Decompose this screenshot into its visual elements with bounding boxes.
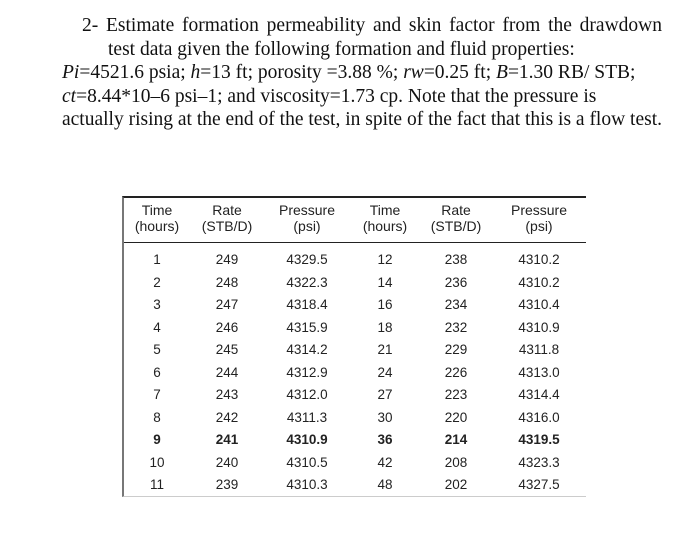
column-header-unit: (hours) (134, 218, 180, 234)
column-header-label: Time (369, 202, 401, 218)
table-cell: 214 (444, 432, 468, 448)
table-cell: 6 (153, 364, 161, 380)
table-cell: 4312.0 (286, 387, 328, 403)
table-cell: 8 (153, 409, 161, 425)
table-row (124, 316, 586, 339)
variable-symbol: rw (403, 62, 424, 83)
table-cell: 220 (444, 409, 468, 425)
table-cell: 4310.4 (518, 297, 560, 313)
table-row (124, 451, 586, 474)
table-cell: 16 (377, 297, 393, 313)
table-cell: 4310.2 (518, 274, 560, 290)
table-cell: 238 (444, 252, 468, 268)
column-header-unit: (hours) (362, 218, 408, 234)
table-cell: 245 (215, 342, 239, 358)
table-cell: 14 (377, 274, 393, 290)
table-cell: 4312.9 (286, 364, 328, 380)
column-header-label: Time (141, 202, 173, 218)
table-cell: 9 (153, 432, 161, 448)
table-cell: 48 (377, 477, 393, 493)
variable-symbol: Pi (62, 62, 80, 83)
column-header-label: Rate (212, 202, 242, 218)
table-body (124, 242, 586, 496)
property-text: =0.25 ft; (423, 62, 497, 83)
table-cell: 10 (149, 454, 165, 470)
table-cell: 7 (153, 387, 161, 403)
table-row (124, 242, 586, 271)
table-cell: 4310.2 (518, 252, 560, 268)
table-cell: 208 (444, 454, 468, 470)
property-text: =1.30 RB/ STB; (507, 62, 636, 83)
table-row (124, 271, 586, 294)
table-cell: 18 (377, 319, 393, 335)
table-cell: 4311.8 (518, 342, 560, 358)
table-cell: 4322.3 (286, 274, 328, 290)
table-cell: 3 (153, 297, 161, 313)
variable-symbol: h (190, 62, 201, 83)
table-row (124, 294, 586, 317)
column-header-label: Pressure (278, 202, 336, 218)
column-header-unit: (psi) (525, 218, 553, 234)
table-cell: 242 (215, 409, 239, 425)
table-cell: 226 (444, 364, 468, 380)
table-cell: 4313.0 (518, 364, 560, 380)
property-text: =8.44*10–6 psi–1; and viscosity=1.73 cp. Note that the pressure is actually rising at the end of the test, in spite of the fact that this is a flow test. (62, 85, 663, 130)
table-cell: 4310.3 (286, 477, 328, 493)
table-cell: 1 (153, 252, 161, 268)
column-header-unit: (STB/D) (201, 218, 253, 234)
table-row (124, 429, 586, 452)
column-header-label: Rate (441, 202, 471, 218)
table-cell: 21 (377, 342, 393, 358)
table-cell: 27 (377, 387, 393, 403)
table-cell: 24 (377, 364, 393, 380)
column-header-unit: (psi) (293, 218, 321, 234)
table-cell: 4327.5 (518, 477, 560, 493)
table-cell: 2 (153, 274, 161, 290)
table-cell: 244 (215, 364, 239, 380)
table-cell: 240 (215, 454, 239, 470)
table-cell: 4310.9 (286, 432, 328, 448)
table-cell: 12 (377, 252, 393, 268)
table-cell: 229 (444, 342, 468, 358)
table-cell: 4319.5 (518, 432, 560, 448)
problem-title: 2- Estimate formation permeability and skin factor from the drawdown test data given the following formation and fluid properties: (82, 15, 662, 60)
variable-symbol: B (496, 62, 508, 83)
property-text: =4521.6 psia; (79, 62, 191, 83)
table-cell: 5 (153, 342, 161, 358)
table-cell: 4314.2 (286, 342, 328, 358)
table-cell: 241 (215, 432, 239, 448)
drawdown-data-table (122, 196, 586, 497)
column-header (420, 198, 492, 242)
table-header-row (124, 198, 586, 242)
table-cell: 249 (215, 252, 239, 268)
table-cell: 4318.4 (286, 297, 328, 313)
table-cell: 4316.0 (518, 409, 560, 425)
column-header (264, 198, 350, 242)
table-cell: 4310.9 (518, 319, 560, 335)
table-row (124, 474, 586, 497)
table-cell: 4 (153, 319, 161, 335)
table-row (124, 339, 586, 362)
column-header (492, 198, 586, 242)
variable-symbol: ct (62, 85, 77, 107)
table-cell: 234 (444, 297, 468, 313)
table-cell: 4323.3 (518, 454, 560, 470)
table-cell: 4310.5 (286, 454, 328, 470)
column-header (124, 198, 190, 242)
table-cell: 4314.4 (518, 387, 560, 403)
property-text: =13 ft; porosity =3.88 %; (200, 62, 404, 83)
table-cell: 42 (377, 454, 393, 470)
column-header (190, 198, 264, 242)
table-cell: 11 (149, 477, 164, 493)
column-header-unit: (STB/D) (430, 218, 482, 234)
table-cell: 236 (444, 274, 468, 290)
table-cell: 30 (377, 409, 393, 425)
table-cell: 243 (215, 387, 239, 403)
table-cell: 248 (215, 274, 239, 290)
table-cell: 202 (444, 477, 468, 493)
table-cell: 246 (215, 319, 239, 335)
table-row (124, 406, 586, 429)
table-cell: 223 (444, 387, 468, 403)
table-row (124, 361, 586, 384)
table-row (124, 384, 586, 407)
table-cell: 247 (215, 297, 239, 313)
table-cell: 4329.5 (286, 252, 328, 268)
table-cell: 4315.9 (286, 319, 328, 335)
formation-properties (62, 61, 662, 132)
table-cell: 36 (377, 432, 393, 448)
table-cell: 232 (444, 319, 468, 335)
column-header-label: Pressure (510, 202, 568, 218)
table-cell: 4311.3 (286, 409, 328, 425)
table-cell: 239 (215, 477, 239, 493)
problem-statement (62, 14, 662, 132)
column-header (350, 198, 420, 242)
